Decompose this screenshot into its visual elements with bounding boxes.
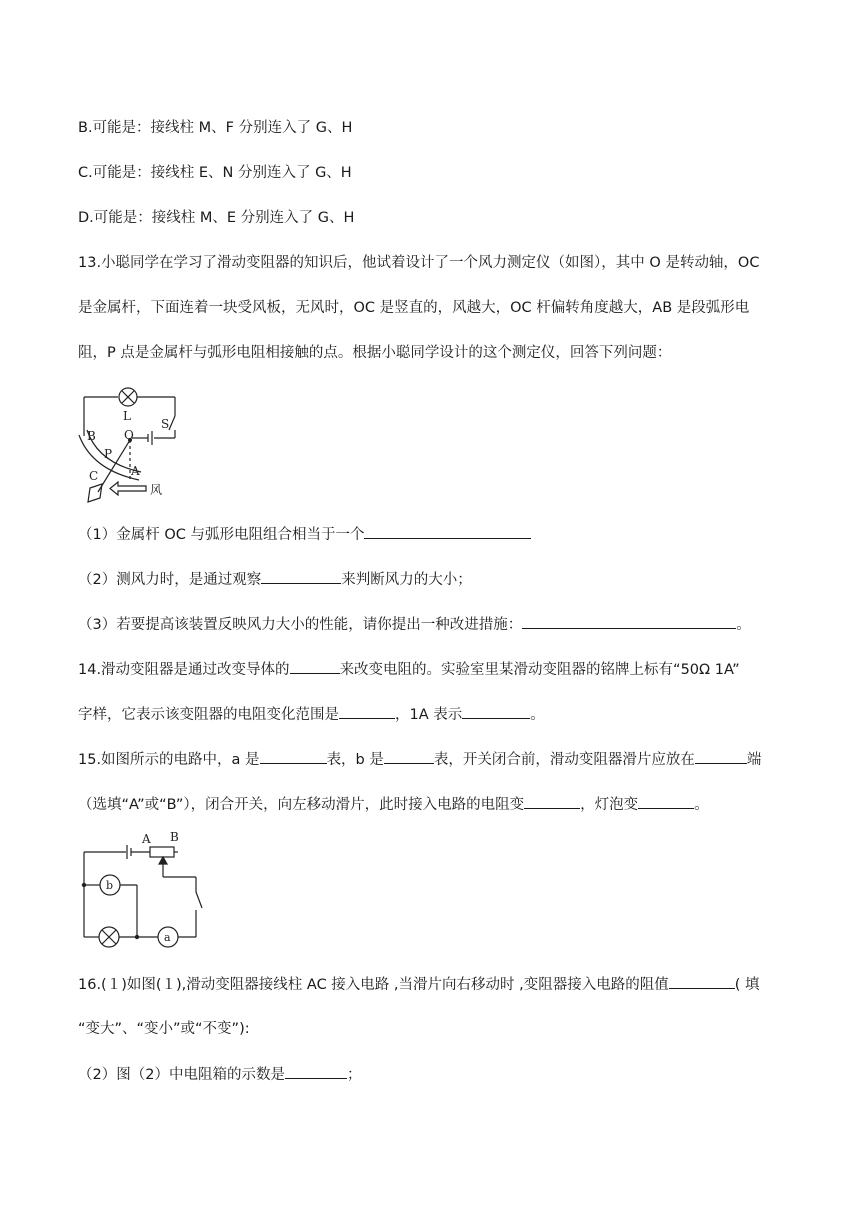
q16-text-d: （2）图（2）中电阻箱的示数是 — [78, 1067, 285, 1083]
q15-text-a: 15.如图所示的电路中，a 是 — [78, 752, 260, 768]
answer-blank[interactable] — [462, 704, 530, 719]
q13-sub-2-text-a: （2）测风力时，是通过观察 — [78, 572, 262, 588]
q14-text-c: 字样，它表示该变阻器的电阻变化范围是 — [78, 707, 339, 723]
label-meter-b: b — [106, 879, 114, 892]
answer-blank[interactable] — [669, 974, 735, 989]
q13-sub-2-text-b: 来判断风力的大小； — [341, 572, 472, 588]
q14-line-2 — [78, 704, 545, 725]
label-B: B — [87, 429, 96, 443]
q16-text-e: ； — [346, 1067, 362, 1083]
answer-blank[interactable] — [695, 749, 747, 764]
label-wind: 风 — [150, 483, 163, 497]
wind-meter-figure — [74, 380, 184, 505]
option-c: C.可能是：接线柱 E、N 分别连入了 G、H — [78, 165, 352, 181]
answer-blank[interactable] — [261, 569, 341, 584]
q13-sub-3-text-b: 。 — [736, 617, 751, 633]
q15-text-g: 。 — [694, 797, 709, 813]
q14-text-a: 14.滑动变阻器是通过改变导体的 — [78, 662, 290, 678]
q15-line-1 — [78, 749, 761, 770]
circuit-figure — [74, 826, 214, 954]
label-P: P — [104, 447, 113, 461]
answer-blank[interactable] — [339, 704, 395, 719]
q13-sub-1-text: （1）金属杆 OC 与弧形电阻组合相当于一个 — [78, 527, 365, 543]
answer-blank[interactable] — [384, 749, 434, 764]
q15-text-b: 表，b 是 — [326, 752, 384, 768]
q13-line-3: 阻，P 点是金属杆与弧形电阻相接触的点。根据小聪同学设计的这个测定仪，回答下列问题： — [78, 345, 672, 361]
label-B: B — [170, 830, 179, 844]
q13-sub-2 — [78, 569, 472, 590]
answer-blank[interactable] — [364, 524, 531, 539]
label-A: A — [142, 832, 151, 846]
q13-line-1: 13.小聪同学在学习了滑动变阻器的知识后，他试着设计了一个风力测定仪（如图），其中 O 是转动轴，OC — [78, 255, 760, 271]
q15-text-c: 表，开关闭合前，滑动变阻器滑片应放在 — [433, 752, 695, 768]
q14-text-e: 。 — [530, 707, 545, 723]
rheostat-symbol — [150, 847, 174, 857]
label-O: O — [124, 428, 134, 442]
q15-line-2 — [78, 794, 709, 815]
label-L: L — [123, 409, 131, 423]
q13-line-2: 是金属杆，下面连着一块受风板，无风时，OC 是竖直的，风越大，OC 杆偏转角度越大，AB 是段弧形电 — [78, 300, 750, 316]
q14-text-d: ，1A 表示 — [395, 707, 463, 723]
q16-line-2: “变大”、“变小”或“不变”): — [78, 1021, 250, 1037]
answer-blank[interactable] — [638, 794, 694, 809]
label-A: A — [131, 464, 140, 478]
q14-text-b: 来改变电阻的。实验室里某滑动变阻器的铭牌上标有“50Ω 1A” — [339, 662, 740, 678]
answer-blank[interactable] — [522, 614, 736, 629]
label-C: C — [89, 469, 99, 483]
answer-blank[interactable] — [260, 749, 327, 764]
q15-text-d: 端 — [746, 752, 762, 768]
q13-sub-3-text-a: （3）若要提高该装置反映风力大小的性能，请你提出一种改进措施： — [78, 617, 523, 633]
q15-text-f: ，灯泡变 — [580, 797, 639, 813]
q14-line-1 — [78, 659, 740, 680]
q16-text-b: ( 填 — [734, 977, 760, 993]
option-d: D.可能是：接线柱 M、E 分别连入了 G、H — [78, 210, 355, 226]
label-meter-a: a — [164, 931, 171, 944]
q15-text-e: （选填“A”或“B”），闭合开关，向左移动滑片，此时接入电路的电阻变 — [78, 797, 525, 813]
option-b: B.可能是：接线柱 M、F 分别连入了 G、H — [78, 120, 353, 136]
q16-line-3 — [78, 1064, 361, 1085]
q13-sub-3 — [78, 614, 751, 635]
q16-line-1 — [78, 974, 760, 995]
q16-text-a: 16.(１)如图(１),滑动变阻器接线柱 AC 接入电路 ,当滑片向右移动时 ,变阻器接入电路的阻值 — [78, 977, 669, 993]
answer-blank[interactable] — [524, 794, 580, 809]
q13-sub-1 — [78, 524, 531, 545]
answer-blank[interactable] — [285, 1064, 347, 1079]
answer-blank[interactable] — [290, 659, 340, 674]
label-S: S — [161, 417, 170, 431]
